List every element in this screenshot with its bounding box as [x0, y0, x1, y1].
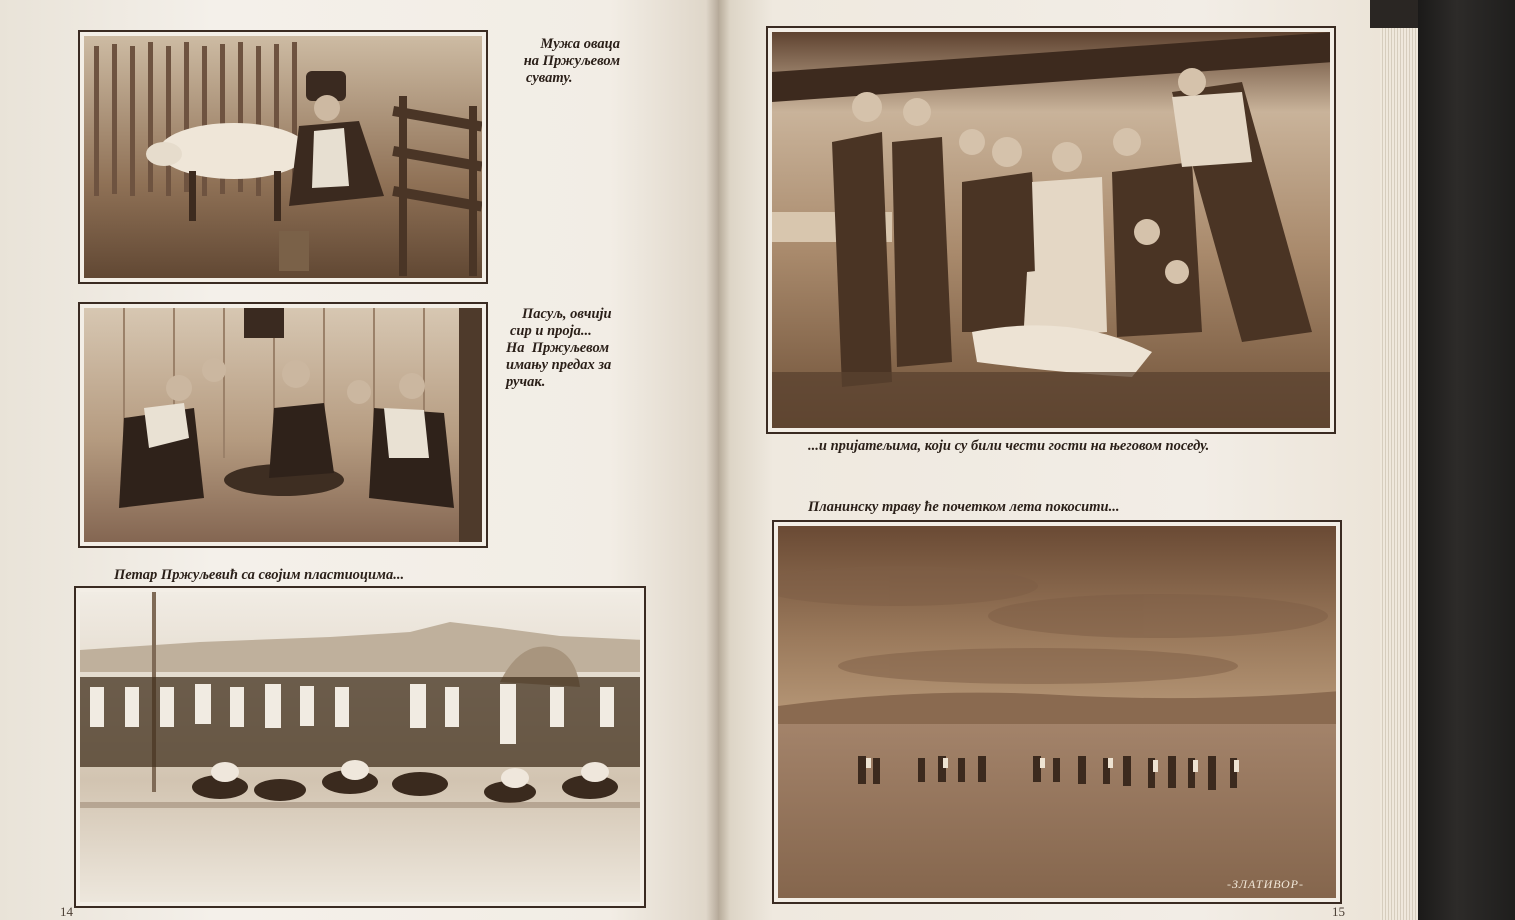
caption-line: сир и проја... — [510, 323, 592, 339]
caption-line: на Пржуљевом — [523, 53, 620, 69]
zlatibor-label: -ЗЛАТИВОР- — [1226, 877, 1304, 891]
photo-lunch — [78, 302, 488, 548]
caption-line: сувату. — [526, 70, 573, 86]
caption-workers: Петар Пржуљевић са својим пластиоцима... — [114, 567, 405, 583]
cover-corner — [1370, 0, 1420, 28]
page-edges — [1380, 0, 1420, 920]
photo-workers — [74, 586, 646, 908]
photo-workers-image — [80, 592, 640, 902]
caption-lunch — [506, 306, 632, 391]
photo-lunch-image — [84, 308, 482, 542]
caption-mowing: Планинску траву ће почетком лета покосити... — [808, 499, 1120, 515]
photo-zlatibor-image — [778, 526, 1336, 898]
caption-line: ручак. — [506, 374, 546, 390]
photo-sheep-milking-image — [84, 36, 482, 278]
caption-line: Пасуљ, овчији — [522, 306, 612, 322]
caption-sheep-milking — [490, 36, 620, 87]
photo-friends-image — [772, 32, 1330, 428]
photo-sheep-milking — [78, 30, 488, 284]
book-cover — [1418, 0, 1515, 920]
book-gutter — [706, 0, 730, 920]
caption-line: Мужа оваца — [540, 36, 620, 52]
photo-friends — [766, 26, 1336, 434]
right-page-number: 15 — [1332, 904, 1345, 919]
left-page-number: 14 — [60, 904, 73, 919]
caption-line: На Пржуљевом — [506, 340, 610, 356]
caption-line: имању предах за — [506, 357, 612, 373]
photo-zlatibor — [772, 520, 1342, 904]
caption-friends: ...и пријатељима, који су били чести гости на његовом поседу. — [808, 438, 1210, 454]
